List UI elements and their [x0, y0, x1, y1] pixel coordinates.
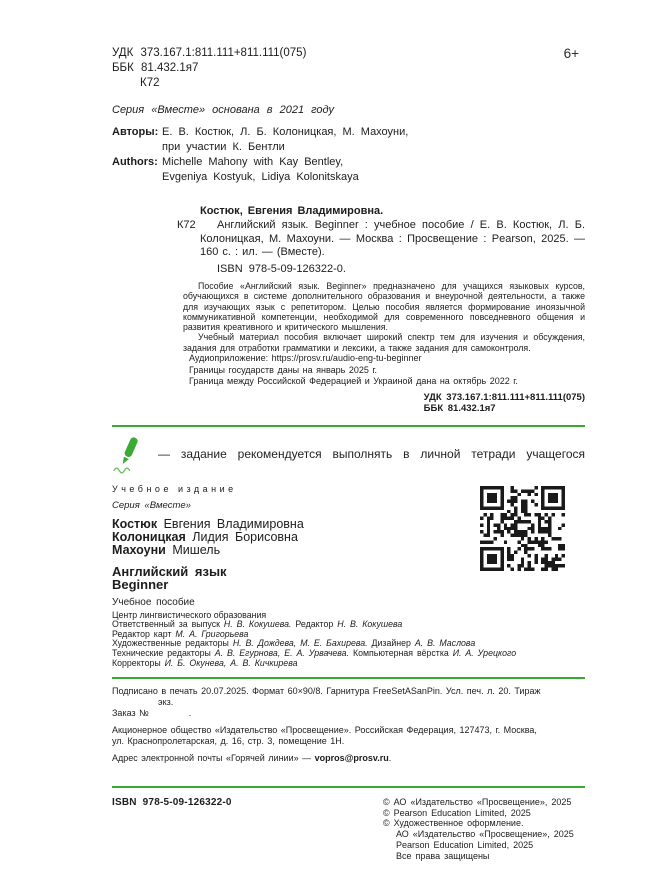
credit-segment: Технические редакторы [112, 648, 215, 659]
author-3-surname: Махоуни [112, 542, 166, 557]
card-main [200, 205, 585, 277]
print-line-1-tail: экз. [158, 696, 174, 707]
credit-segment: Редактор [291, 618, 338, 629]
credit-segment: И. Б. Окунева, А. В. Кичкирева [164, 658, 298, 669]
credit-segment: Н. В. Дождева, М. Е. Бахирева. [232, 638, 368, 649]
small-notes [189, 353, 585, 388]
authors-ru-label: Авторы: [112, 126, 159, 138]
bbk-code: ББК 81.432.1я7 [112, 62, 199, 74]
isbn-footer: ISBN 978-5-09-126322-0 [112, 796, 232, 808]
card-code: К72 [177, 219, 196, 231]
credit-segment: Художественные редакторы [112, 638, 233, 649]
order-label: Заказ № [112, 707, 149, 718]
udk-bold-line: УДК 373.167.1:811.111+811.111(075) [423, 391, 585, 403]
credit-segment: Редактор карт [112, 628, 176, 639]
credit-segment: Н. В. Кокушева. [223, 618, 292, 629]
authors-ru-row [112, 125, 585, 154]
author-3-name: Мишель [172, 542, 221, 557]
authors-ru-lines [162, 125, 408, 154]
title-line-2: Beginner [112, 577, 169, 593]
title-line-1: Английский язык [112, 563, 227, 579]
borders-note-1: Границы государств даны на январь 2025 г. [189, 364, 378, 375]
credit-line-proofreaders [112, 659, 585, 669]
print-line-1-main: Подписано в печать 20.07.2025. Формат 60×90/8. Гарнитура FreeSetASanPin. Усл. печ. л. 20. Тираж [112, 685, 541, 696]
divider-rule-bottom [112, 786, 585, 788]
copyright-block [383, 797, 585, 862]
author-2-name: Лидия Борисовна [192, 529, 298, 544]
authors-en-lines [162, 155, 359, 184]
print-line-2 [112, 708, 585, 719]
authors-ru-line2: при участии К. Бентли [162, 140, 285, 153]
publisher-line-2: ул. Краснопролетарская, д. 16, стр. 3, помещение 1Н. [112, 735, 345, 746]
audio-app-line: Аудиоприложение: https://prosv.ru/audio-eng-tu-beginner [189, 353, 422, 364]
card-isbn: ISBN 978-5-09-126322-0. [217, 263, 346, 276]
copyright-line-5: Pearson Education Limited, 2025 [396, 840, 534, 851]
book-code: К72 [140, 77, 160, 89]
footer-row [112, 797, 585, 862]
catalog-card [177, 205, 585, 414]
author-2-surname: Колоницкая [112, 529, 186, 544]
notebook-task-legend [112, 425, 585, 482]
card-description: Английский язык. Beginner : учебное пособие / Е. В. Костюк, Л. Б. Колоницкая, М. Махоуни. — Москва : Просвещение : Pearson, 2025. — 160 с. : ил. — (Вместе). [200, 218, 585, 259]
qr-code [480, 486, 565, 571]
print-line-1 [112, 686, 585, 708]
imprint-section [112, 484, 585, 669]
copyright-line-6: Все права защищены [396, 850, 490, 861]
publisher-line-1: Акционерное общество «Издательство «Просвещение». Российская Федерация, 127473, г. Москва, [112, 724, 537, 735]
publisher-address [112, 725, 585, 747]
borders-note-2: Граница между Российской Федерацией и Украиной дана на октябрь 2022 г. [189, 376, 518, 387]
hotline-line [112, 753, 585, 764]
pencil-icon [112, 434, 146, 474]
classification-codes [112, 46, 306, 91]
annotation-block [183, 281, 585, 353]
credit-segment: А. В. Маслова [414, 638, 476, 649]
credit-segment: И. А. Урецкого [452, 648, 517, 659]
series-founded-note: Серия «Вместе» основана в 2021 году [112, 104, 335, 116]
authors-en-label: Authors: [112, 156, 158, 168]
card-author-heading: Костюк, Евгения Владимировна. [200, 205, 384, 217]
top-codes-row [112, 46, 585, 91]
print-info-block [112, 686, 585, 764]
bbk-bold-line: ББК 81.432.1я7 [423, 402, 496, 414]
annotation-paragraph-1: Пособие «Английский язык. Beginner» предназначено для учащихся языковых курсов, обучающихся в системе дополнительного образования и внеурочной деятельности, а также для изучающих язык с репетитором. Целью пособия является формирование иноязычной коммуникативной компетенции, необходимой для современного повседневного общения и развития креативного и критического мышления. [183, 280, 585, 333]
age-rating-badge: 6+ [563, 46, 579, 61]
credit-segment: А. В. Егурнова, Е. А. Урвачева. [214, 648, 350, 659]
authors-en-row [112, 155, 585, 184]
copyright-line-3: © Художественное оформление. [383, 818, 524, 829]
hotline-label: Адрес электронной почты «Горячей линии» — [112, 752, 315, 763]
linguistic-center-line: Центр лингвистического образования [112, 609, 267, 620]
legend-text: — задание рекомендуется выполнять в личной тетради учащегося [158, 446, 585, 461]
author-1-surname: Костюк [112, 516, 158, 531]
copyright-line-2: © Pearson Education Limited, 2025 [383, 807, 531, 818]
divider-rule-top [112, 677, 585, 679]
udk-code: УДК 373.167.1:811.111+811.111(075) [112, 47, 307, 59]
credit-segment: Корректоры [112, 658, 165, 669]
imprint-series: Серия «Вместе» [112, 499, 191, 511]
hotline-tail: . [388, 752, 392, 763]
credit-segment: М. А. Григорьева [175, 628, 249, 639]
copyright-line-1: © АО «Издательство «Просвещение», 2025 [383, 796, 572, 807]
edition-kind: Учебное издание [112, 483, 237, 494]
hotline-email: vopros@prosv.ru [314, 752, 389, 763]
order-tail: . [188, 707, 192, 718]
credits-block [112, 620, 585, 669]
credit-segment: Компьютерная вёрстка [349, 648, 453, 659]
credit-segment: Н. В. Кокушева [337, 618, 403, 629]
authors-ru-line1: Е. В. Костюк, Л. Б. Колоницкая, М. Махоуни, [162, 126, 409, 138]
author-1-name: Евгения Владимировна [163, 516, 304, 531]
authors-en-line2: Evgeniya Kostyuk, Lidiya Kolonitskaya [162, 170, 359, 183]
udk-bbk-bold-block [424, 392, 585, 414]
copyright-line-4: АО «Издательство «Просвещение», 2025 [396, 829, 574, 840]
credit-segment: Дизайнер [367, 638, 415, 649]
annotation-paragraph-2: Учебный материал пособия включает широкий спектр тем для изучения и обсуждения, задания для отработки грамматики и лексики, а также задания для самоконтроля. [183, 332, 585, 353]
credit-segment: Ответственный за выпуск [112, 618, 224, 629]
imprint-subtitle: Учебное пособие [112, 596, 195, 608]
authors-en-line1: Michelle Mahony with Kay Bentley, [162, 156, 344, 168]
authors-block [112, 125, 585, 184]
